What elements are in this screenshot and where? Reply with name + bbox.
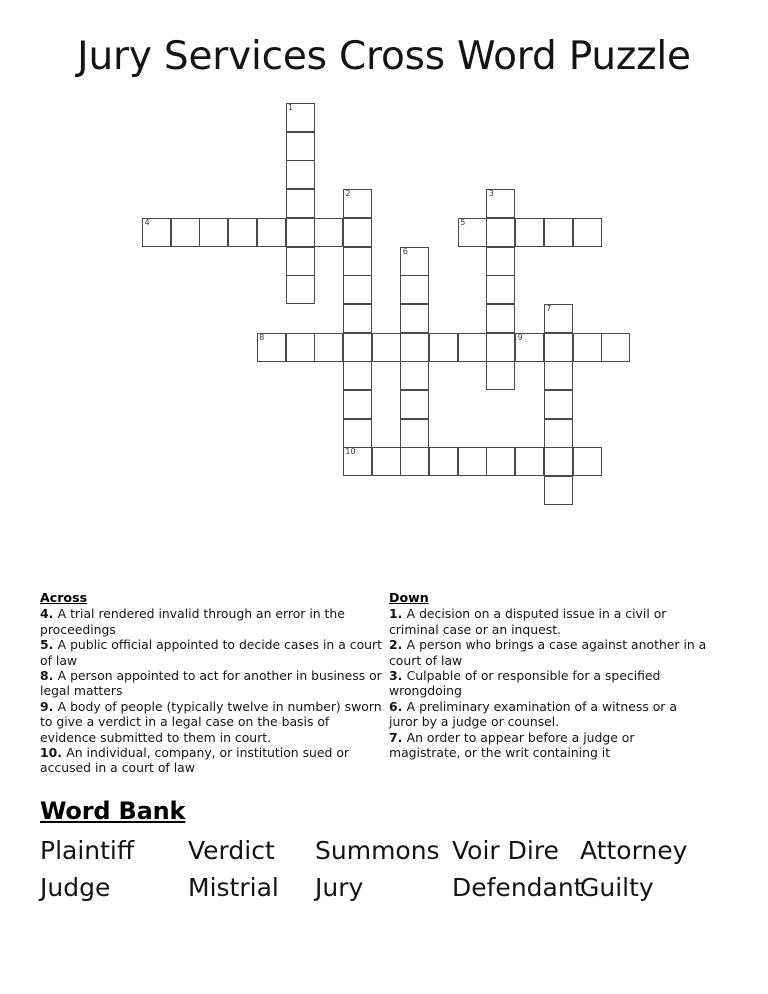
crossword-cell[interactable] (486, 247, 515, 276)
word-bank-word: Judge (40, 873, 111, 902)
crossword-cell[interactable] (429, 333, 458, 362)
crossword-cell[interactable] (573, 447, 602, 476)
crossword-cell[interactable] (400, 275, 429, 304)
crossword-cell[interactable] (486, 447, 515, 476)
cell-number: 10 (345, 447, 356, 457)
crossword-cell[interactable] (573, 333, 602, 362)
clue-number: 9. (40, 698, 58, 714)
cell-number: 7 (546, 303, 552, 313)
crossword-cell[interactable] (171, 218, 200, 247)
crossword-cell[interactable] (286, 247, 315, 276)
crossword-cell[interactable] (458, 333, 487, 362)
crossword-cell[interactable] (372, 447, 401, 476)
crossword-cell[interactable] (486, 275, 515, 304)
clue-number: 5. (40, 637, 58, 653)
across-clue-8 (40, 668, 385, 699)
crossword-cell[interactable] (343, 275, 372, 304)
down-clue-7 (389, 730, 709, 761)
crossword-cell[interactable] (228, 218, 257, 247)
clue-number: 6. (389, 698, 407, 714)
clue-number: 7. (389, 729, 407, 745)
crossword-cell[interactable] (400, 333, 429, 362)
word-bank-word: Plaintiff (40, 836, 135, 865)
crossword-cell[interactable] (343, 447, 372, 476)
clue-number: 4. (40, 606, 58, 622)
clue-text: An individual, company, or institution sued or accused in a court of law (40, 745, 349, 776)
word-bank-word: Summons (315, 836, 440, 865)
crossword-cell[interactable] (544, 476, 573, 505)
crossword-cell[interactable] (314, 333, 343, 362)
page-title: Jury Services Cross Word Puzzle (77, 34, 691, 79)
down-clue-1 (389, 606, 709, 637)
word-bank-section (40, 796, 740, 912)
across-clue-9 (40, 699, 385, 745)
clue-text: A public official appointed to decide cases in a court of law (40, 637, 382, 668)
crossword-cell[interactable] (515, 333, 544, 362)
cell-number: 3 (488, 189, 494, 199)
crossword-cell[interactable] (286, 275, 315, 304)
clue-text: A trial rendered invalid through an error in the proceedings (40, 606, 345, 637)
clue-text: A person appointed to act for another in business or legal matters (40, 668, 382, 699)
crossword-cell[interactable] (544, 218, 573, 247)
across-clue-5 (40, 637, 385, 668)
clue-number: 1. (389, 606, 407, 622)
clue-text: A preliminary examination of a witness or a juror by a judge or counsel. (389, 698, 677, 730)
clue-text: A body of people (typically twelve in number) sworn to give a verdict in a legal case on the basis of evidence submitted to them in court. (40, 698, 382, 745)
crossword-cell[interactable] (286, 333, 315, 362)
cell-number: 9 (517, 332, 523, 342)
crossword-cell[interactable] (286, 132, 315, 161)
crossword-cell[interactable] (400, 390, 429, 419)
across-clues-column (40, 590, 385, 776)
crossword-cell[interactable] (601, 333, 630, 362)
word-bank-word: Attorney (580, 836, 688, 865)
crossword-cell[interactable] (486, 304, 515, 333)
crossword-cell[interactable] (544, 361, 573, 390)
crossword-cell[interactable] (486, 218, 515, 247)
clue-number: 3. (389, 668, 407, 684)
crossword-cell[interactable] (142, 218, 171, 247)
cell-number: 1 (288, 103, 294, 112)
crossword-cell[interactable] (515, 447, 544, 476)
crossword-cell[interactable] (400, 304, 429, 333)
crossword-cell[interactable] (486, 189, 515, 218)
clue-text: Culpable of or responsible for a specified wrongdoing (389, 668, 661, 699)
word-bank-heading: Word Bank (40, 797, 186, 825)
crossword-cell[interactable] (544, 304, 573, 333)
crossword-cell[interactable] (343, 390, 372, 419)
crossword-cell[interactable] (486, 361, 515, 390)
crossword-cell[interactable] (286, 189, 315, 218)
crossword-cell[interactable] (199, 218, 228, 247)
cell-number: 5 (460, 217, 466, 227)
clue-number: 8. (40, 668, 58, 684)
down-clues-column (389, 590, 709, 760)
cell-number: 4 (144, 217, 150, 227)
clues-section (0, 590, 768, 780)
cell-number: 8 (259, 332, 265, 342)
crossword-cell[interactable] (257, 218, 286, 247)
down-clue-6 (389, 699, 709, 730)
crossword-cell[interactable] (343, 419, 372, 448)
clue-text: A decision on a disputed issue in a civil or criminal case or an inquest. (389, 606, 667, 637)
crossword-cell[interactable] (486, 333, 515, 362)
down-heading: Down (389, 590, 429, 605)
crossword-cell[interactable] (400, 419, 429, 448)
word-bank-word: Verdict (188, 836, 275, 865)
crossword-cell[interactable] (343, 189, 372, 218)
cell-number: 2 (345, 189, 351, 199)
clue-number: 10. (40, 745, 67, 761)
clue-text: A person who brings a case against another in a court of law (389, 637, 707, 668)
crossword-cell[interactable] (286, 218, 315, 247)
crossword-cell[interactable] (400, 361, 429, 390)
across-clue-4 (40, 606, 385, 637)
down-clue-list (389, 606, 709, 760)
crossword-cell[interactable] (343, 304, 372, 333)
crossword-cell[interactable] (429, 447, 458, 476)
crossword-cell[interactable] (400, 247, 429, 276)
clue-number: 2. (389, 637, 407, 653)
word-bank-word: Mistrial (188, 873, 279, 902)
crossword-cell[interactable] (343, 361, 372, 390)
word-bank-word: Jury (315, 873, 364, 902)
crossword-cell[interactable] (458, 447, 487, 476)
word-bank-word: Guilty (580, 873, 654, 902)
down-clue-3 (389, 668, 709, 699)
across-clue-list (40, 606, 385, 775)
crossword-cell[interactable] (286, 160, 315, 189)
crossword-cell[interactable] (343, 333, 372, 362)
crossword-cell[interactable] (314, 218, 343, 247)
crossword-cell[interactable] (286, 103, 315, 132)
crossword-cell[interactable] (372, 333, 401, 362)
crossword-cell[interactable] (400, 447, 429, 476)
crossword-cell[interactable] (544, 333, 573, 362)
across-heading: Across (40, 590, 88, 605)
crossword-cell[interactable] (458, 218, 487, 247)
word-bank-word: Defendant (452, 873, 584, 902)
crossword-cell[interactable] (515, 218, 544, 247)
across-clue-10 (40, 745, 385, 776)
crossword-cell[interactable] (573, 218, 602, 247)
crossword-cell[interactable] (544, 447, 573, 476)
word-bank-words (40, 832, 740, 912)
crossword-cell[interactable] (544, 390, 573, 419)
cell-number: 6 (402, 246, 408, 256)
crossword-cell[interactable] (544, 419, 573, 448)
clue-text: An order to appear before a judge or magistrate, or the writ containing it (389, 729, 635, 761)
crossword-cell[interactable] (343, 247, 372, 276)
down-clue-2 (389, 637, 709, 668)
crossword-cell[interactable] (257, 333, 286, 362)
crossword-cell[interactable] (343, 218, 372, 247)
word-bank-word: Voir Dire (452, 836, 559, 865)
